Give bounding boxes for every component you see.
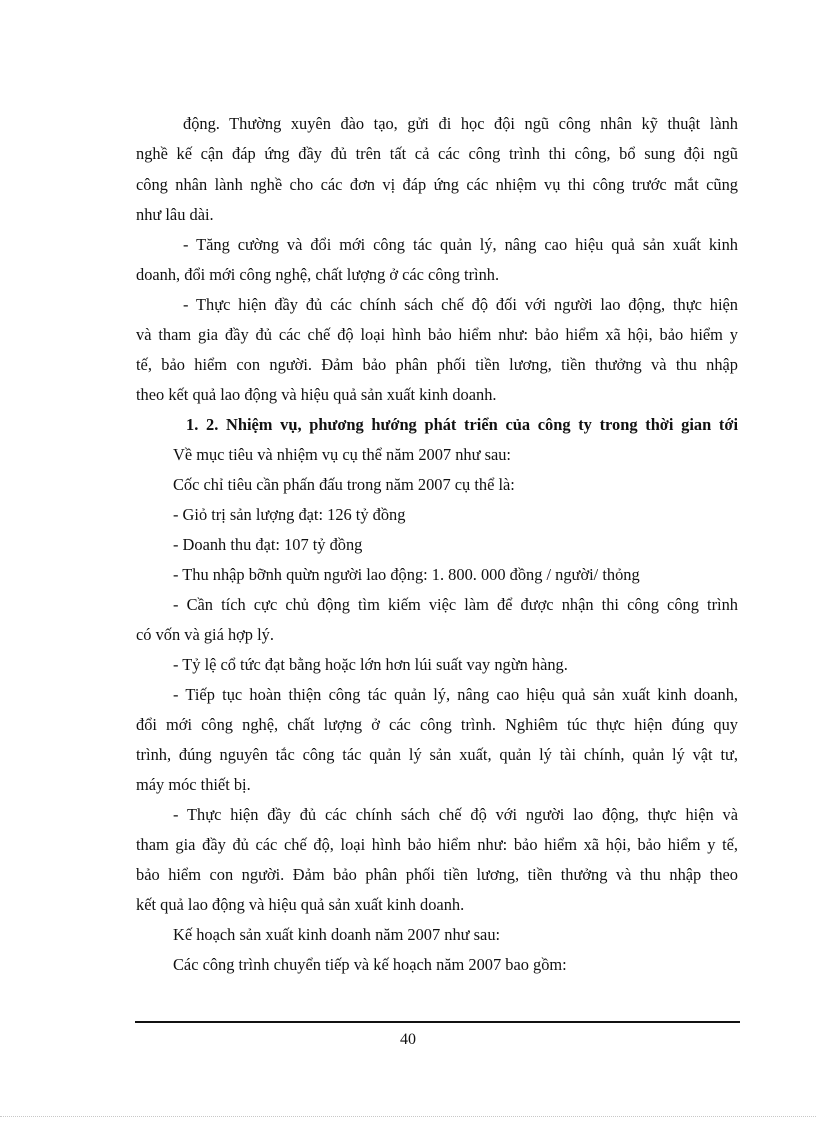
list-item: - Cần tích cực chủ động tìm kiếm việc làm để được nhận thi công công trình	[173, 595, 738, 614]
page-break-divider	[0, 1116, 816, 1117]
paragraph-line: động. Thường xuyên đào tạo, gửi đi học đội ngũ công nhân kỹ thuật lành	[183, 114, 738, 133]
paragraph-line: có vốn và giá hợp lý.	[136, 625, 274, 644]
paragraph-line: bảo hiểm con người. Đảm bảo phân phối tiền lương, tiền thưởng và thu nhập theo	[136, 865, 738, 884]
paragraph-line: kết quả lao động và hiệu quả sản xuất kinh doanh.	[136, 895, 465, 914]
paragraph-line: trình, đúng nguyên tắc công tác quản lý sản xuất, quản lý tài chính, quản lý vật tư,	[136, 745, 738, 764]
paragraph-line: theo kết quả lao động và hiệu quả sản xuất kinh doanh.	[136, 385, 497, 404]
paragraph-line: và tham gia đầy đủ các chế độ loại hình bảo hiểm như: bảo hiểm xã hội, bảo hiểm y	[136, 325, 738, 344]
list-item: - Tỷ lệ cổ tức đạt bằng hoặc lớn hơn lúi suất vay ngừn hàng.	[173, 655, 568, 674]
paragraph-line: đổi mới công nghệ, chất lượng ở các công trình. Nghiêm túc thực hiện đúng quy	[136, 715, 738, 734]
paragraph-line: Cốc chỉ tiêu cần phấn đấu trong năm 2007 cụ thể là:	[173, 475, 515, 494]
page-number: 40	[400, 1031, 416, 1048]
list-item: - Thu nhập bỡnh quừn người lao động: 1. 800. 000 đồng / người/ thỏng	[173, 565, 640, 584]
paragraph-line: - Thực hiện đầy đủ các chính sách chế độ đối với người lao động, thực hiện	[183, 295, 738, 314]
paragraph-line: công nhân lành nghề cho các đơn vị đáp ứng các nhiệm vụ thi công trước mắt cũng	[136, 175, 738, 194]
paragraph-line: nghề kế cận đáp ứng đầy đủ trên tất cả các công trình thi công, bổ sung đội ngũ	[136, 144, 738, 163]
footer-divider	[135, 1021, 740, 1023]
paragraph-line: doanh, đổi mới công nghệ, chất lượng ở các công trình.	[136, 265, 500, 284]
section-heading: 1. 2. Nhiệm vụ, phương hướng phát triển của công ty trong thời gian tới	[186, 415, 738, 434]
paragraph-line: tế, bảo hiểm con người. Đảm bảo phân phối tiền lương, tiền thưởng và thu nhập	[136, 355, 738, 374]
paragraph-line: máy móc thiết bị.	[136, 775, 251, 794]
list-item: - Doanh thu đạt: 107 tỷ đồng	[173, 535, 363, 554]
list-item: - Thực hiện đầy đủ các chính sách chế độ với người lao động, thực hiện và	[173, 805, 738, 824]
paragraph-line: Các công trình chuyển tiếp và kế hoạch năm 2007 bao gồm:	[173, 955, 567, 974]
paragraph-line: Kế hoạch sản xuất kinh doanh năm 2007 như sau:	[173, 925, 501, 944]
paragraph-line: Về mục tiêu và nhiệm vụ cụ thể năm 2007 như sau:	[173, 445, 511, 464]
paragraph-line: tham gia đầy đủ các chế độ, loại hình bảo hiểm như: bảo hiểm xã hội, bảo hiểm y tế,	[136, 835, 738, 854]
list-item: - Tiếp tục hoàn thiện công tác quản lý, nâng cao hiệu quả sản xuất kinh doanh,	[173, 685, 738, 704]
list-item: - Giỏ trị sản lượng đạt: 126 tỷ đồng	[173, 505, 406, 524]
paragraph-line: - Tăng cường và đổi mới công tác quản lý, nâng cao hiệu quả sản xuất kinh	[183, 235, 738, 254]
paragraph-line: như lâu dài.	[136, 205, 214, 224]
